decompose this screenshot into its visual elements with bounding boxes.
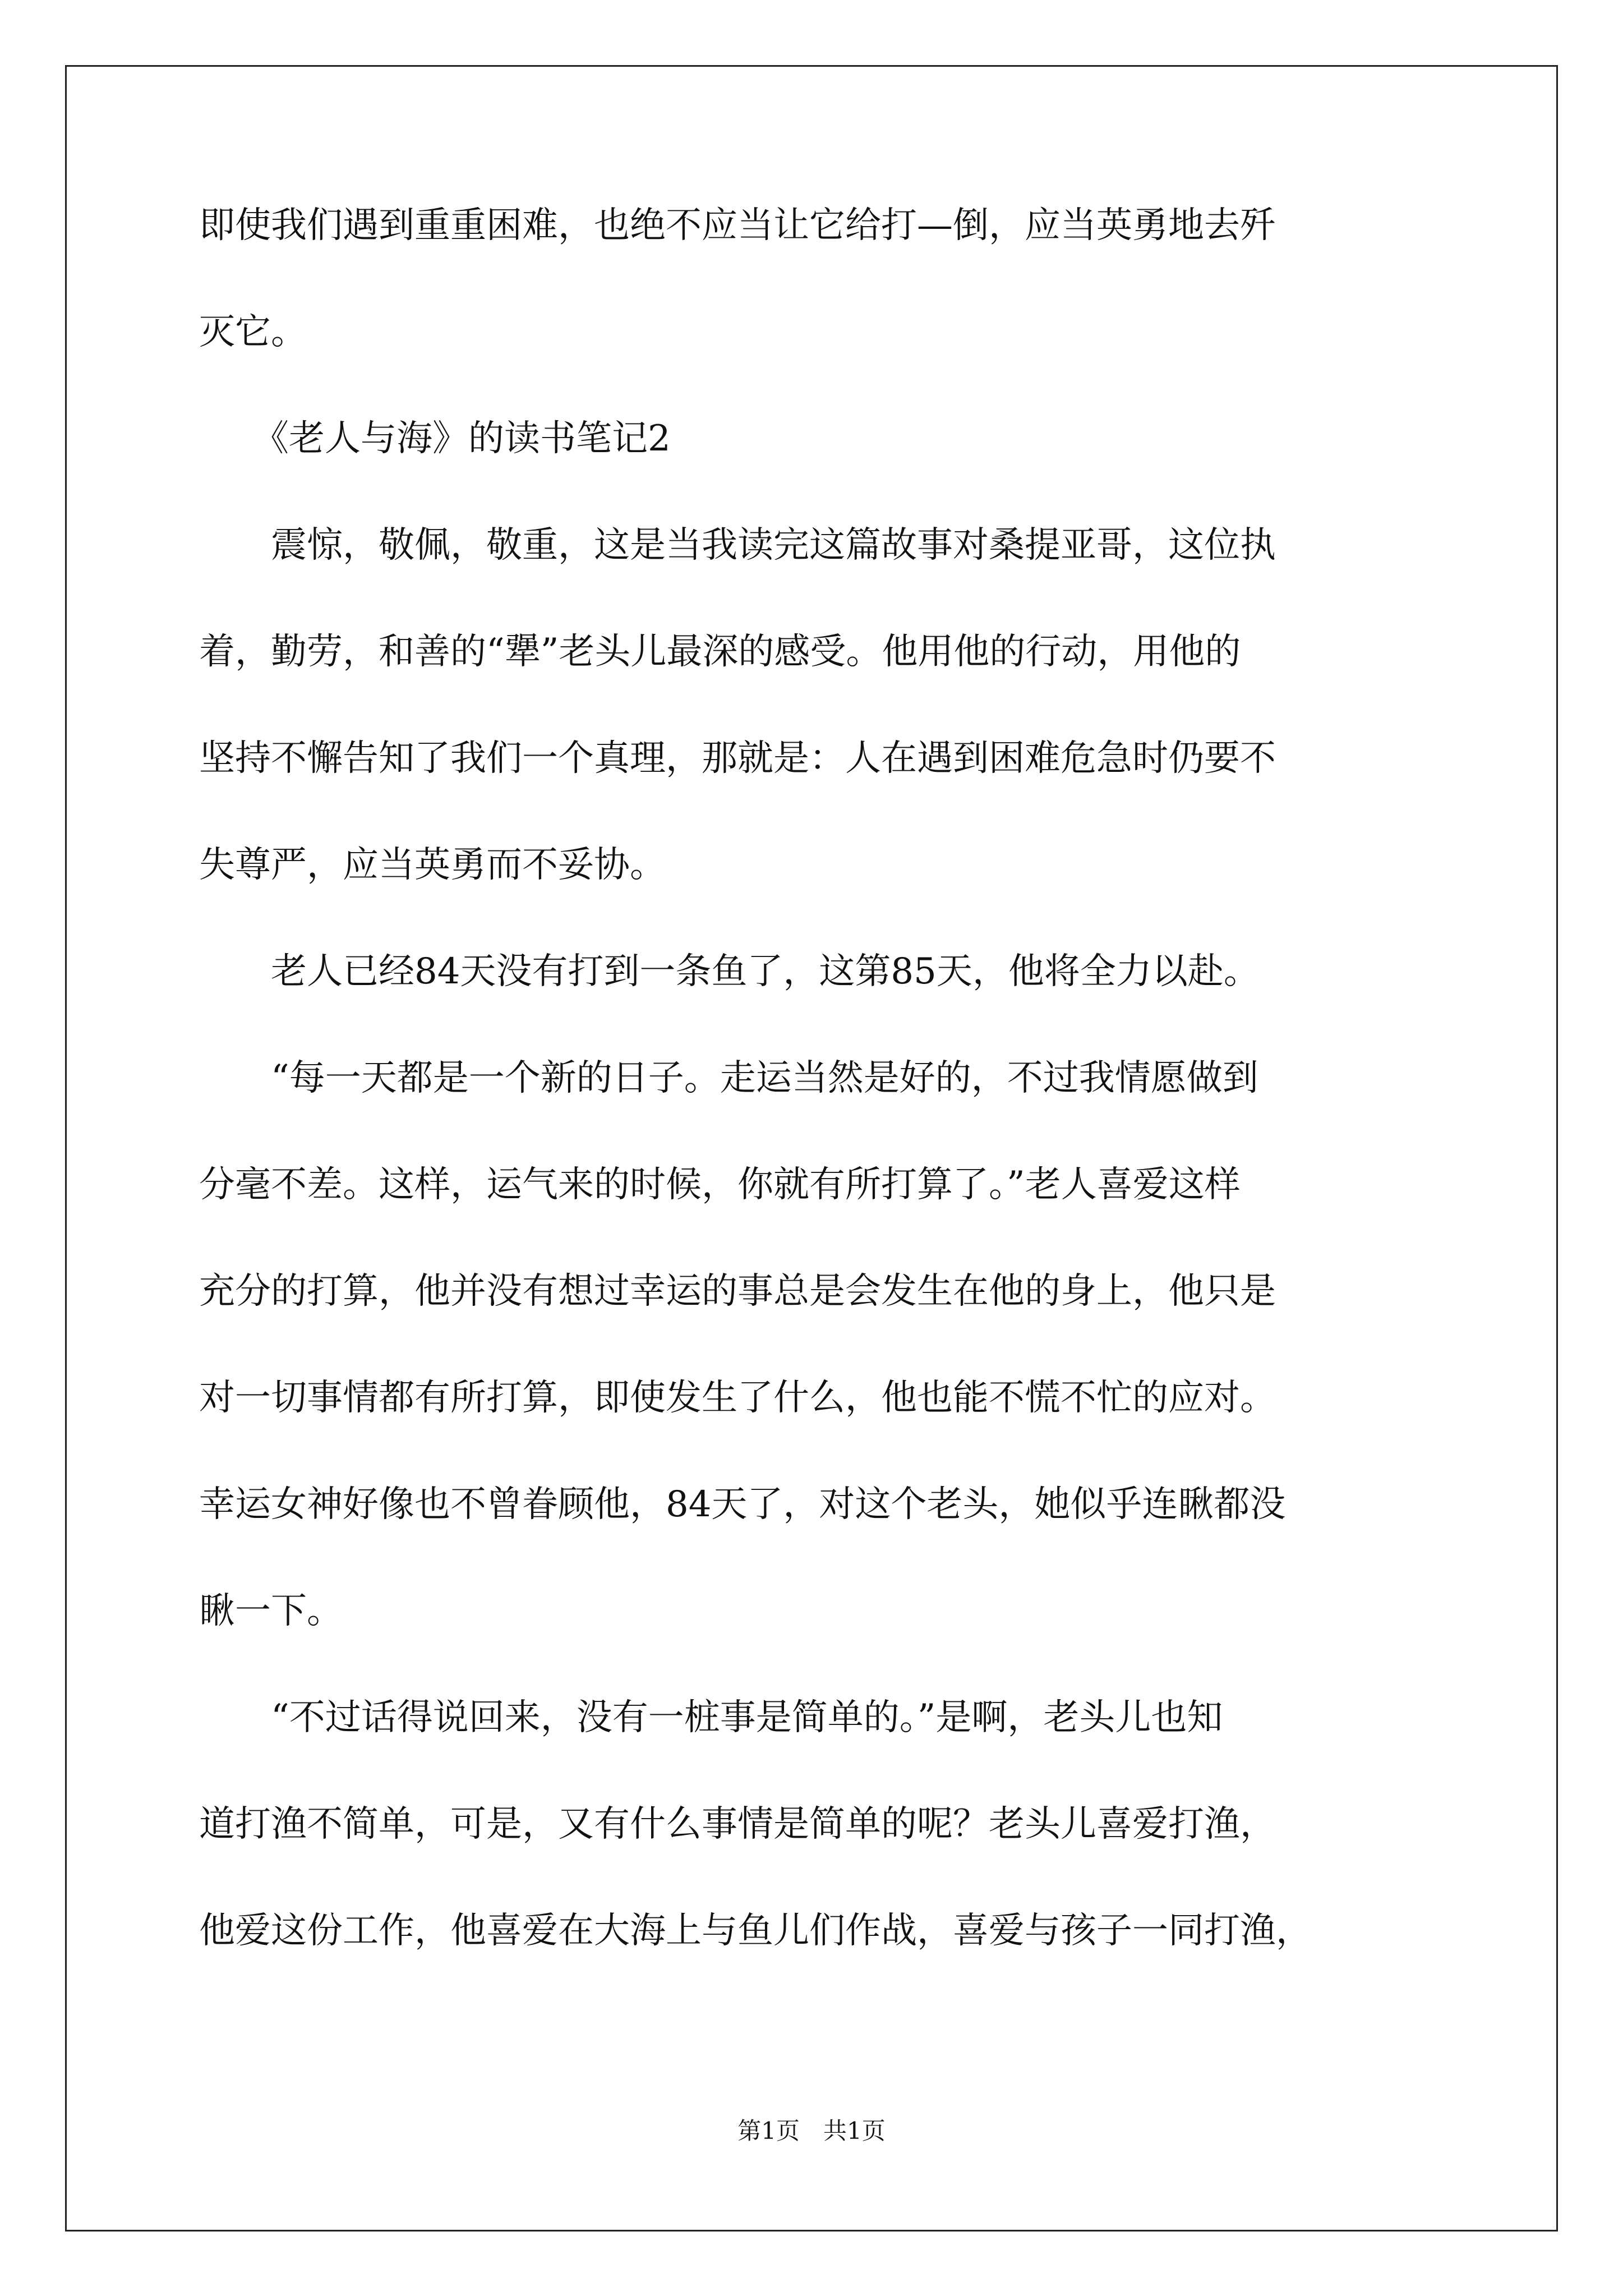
document-body (199, 205, 1433, 1952)
text-line: 老人已经84天没有打到一条鱼了，这第85天，他将全力以赴。 (199, 951, 1260, 992)
text-line: 震惊，敬佩，敬重，这是当我读完这篇故事对桑提亚哥，这位执 (199, 524, 1276, 566)
page-number: 第1页 共1页 (737, 2117, 886, 2145)
text-line: 灭它。 (199, 311, 307, 353)
text-line: 瞅一下。 (199, 1590, 343, 1632)
text-line: 着，勤劳，和善的“犟”老头儿最深的感受。他用他的行动，用他的 (199, 631, 1241, 673)
text-line: 充分的打算，他并没有想过幸运的事总是会发生在他的身上，他只是 (199, 1271, 1276, 1312)
page-footer (0, 2119, 1623, 2143)
text-line: “不过话得说回来，没有一桩事是简单的。”是啊，老头儿也知 (199, 1697, 1223, 1738)
text-line: 对一切事情都有所打算，即使发生了什么，他也能不慌不忙的应对。 (199, 1377, 1276, 1419)
text-line: 道打渔不简单，可是，又有什么事情是简单的呢？老头儿喜爱打渔， (199, 1803, 1276, 1845)
text-line: 即使我们遇到重重困难，也绝不应当让它给打—倒，应当英勇地去歼 (199, 205, 1276, 246)
text-line: 他爱这份工作，他喜爱在大海上与鱼儿们作战，喜爱与孩子一同打渔， (199, 1910, 1312, 1952)
section-heading: 《老人与海》的读书笔记2 (199, 418, 671, 459)
text-line: 幸运女神好像也不曾眷顾他，84天了，对这个老头，她似乎连瞅都没 (199, 1484, 1286, 1525)
text-line: 失尊严，应当英勇而不妥协。 (199, 844, 666, 886)
text-line: 分毫不差。这样，运气来的时候，你就有所打算了。”老人喜爱这样 (199, 1164, 1241, 1205)
text-line: “每一天都是一个新的日子。走运当然是好的，不过我情愿做到 (199, 1057, 1258, 1099)
text-line: 坚持不懈告知了我们一个真理，那就是：人在遇到困难危急时仍要不 (199, 738, 1276, 779)
